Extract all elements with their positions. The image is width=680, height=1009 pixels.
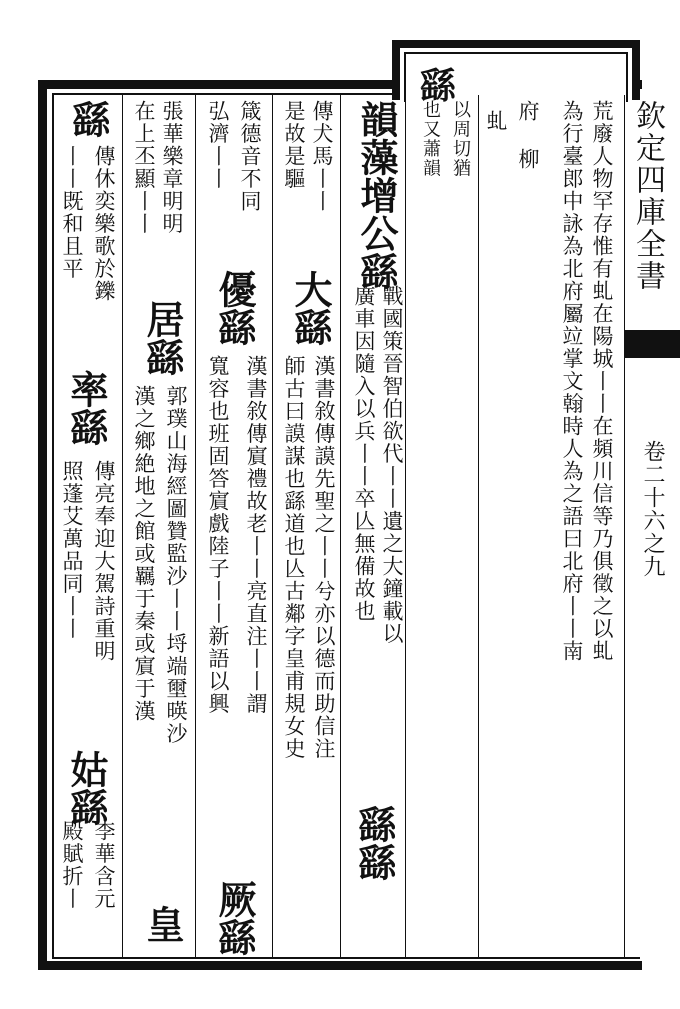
text-column: 傳亮奉迎大駕詩重明 — [92, 460, 116, 663]
heading-jueyao: 厥繇 — [212, 880, 257, 956]
heading-dayao: 大繇 — [288, 270, 333, 346]
text-column: 寬容也班固答賔戲陸子丨丨新語以興 — [206, 355, 230, 715]
text-column: 傳休奕樂歌於鑠 — [92, 145, 116, 303]
running-head: 欽定四庫全書 — [630, 100, 665, 292]
text-column: 戰國策晉智伯欲代丨丨遺之大鐘載以 — [380, 285, 404, 645]
heading-shuaiyao: 率繇 — [64, 370, 109, 446]
phonetic-note: 以周切猶 — [450, 100, 471, 178]
text-column: 虬 — [484, 110, 508, 133]
text-column: 師古曰謨謀也繇道也亾古鄰字皇甫規女史 — [282, 355, 306, 760]
phonetic-note: 也又蕭韻 — [420, 100, 441, 178]
margin-divider — [624, 95, 625, 957]
text-column: 廣車因隨入以兵丨丨卒亾無備故也 — [352, 285, 376, 623]
text-column: 荒廢人物罕存惟有虬在陽城丨丨在頻川信等乃俱徵之以虬 — [590, 100, 614, 663]
text-column: 丨丨既和且平 — [60, 145, 84, 280]
text-column: 郭璞山海經圖贊監沙丨丨埒端壐暎沙 — [164, 385, 188, 745]
heading-yunzao: 韻藻增 — [354, 100, 399, 214]
text-column: 是故是驅 — [282, 100, 306, 190]
heading-column — [212, 880, 257, 960]
heading-guyao: 姑繇 — [64, 750, 109, 826]
heading-huang: 皇 — [140, 905, 185, 943]
heading-yaoyao: 繇繇 — [352, 805, 397, 881]
text-column: 傳犬馬丨丨 — [310, 100, 334, 213]
heading-youyao: 優繇 — [212, 270, 257, 346]
text-column: 在上丕顯丨丨 — [132, 100, 156, 235]
text-column: 漢書敘傳謨先聖之丨丨兮亦以德而助信注 — [312, 355, 336, 760]
heading-juyao: 居繇 — [140, 300, 185, 376]
text-column: 府 柳 — [516, 100, 540, 171]
text-column: 殿賦折丨 — [60, 820, 84, 910]
text-column: 張華樂章明明 — [160, 100, 184, 235]
heading-column — [352, 805, 397, 955]
fish-tail-mark — [624, 330, 680, 358]
heading-column — [140, 905, 185, 955]
heading-gongyao: 公繇 — [354, 214, 399, 290]
heading-column — [140, 300, 185, 380]
text-column: 漢之鄉絶地之館或羈于秦或賔于漢 — [132, 385, 156, 723]
text-column: 為行臺郎中詠為北府屬竝掌文翰時人為之語曰北府丨丨南 — [560, 100, 584, 663]
heading-column — [66, 100, 111, 150]
heading-yao: 繇 — [66, 100, 111, 138]
text-column: 李華含元 — [92, 820, 116, 910]
head-character: 繇 — [420, 65, 457, 107]
text-column: 漢書敘傳賔禮故老丨丨亮直注丨丨謂 — [244, 355, 268, 715]
heading-column — [64, 370, 109, 470]
text-column: 箴德音不同 — [238, 100, 262, 213]
text-column: 弘濟丨丨 — [206, 100, 230, 190]
volume-label: 卷二十六之九 — [640, 440, 665, 578]
text-column: 照蓬艾萬品同丨丨 — [60, 460, 84, 640]
